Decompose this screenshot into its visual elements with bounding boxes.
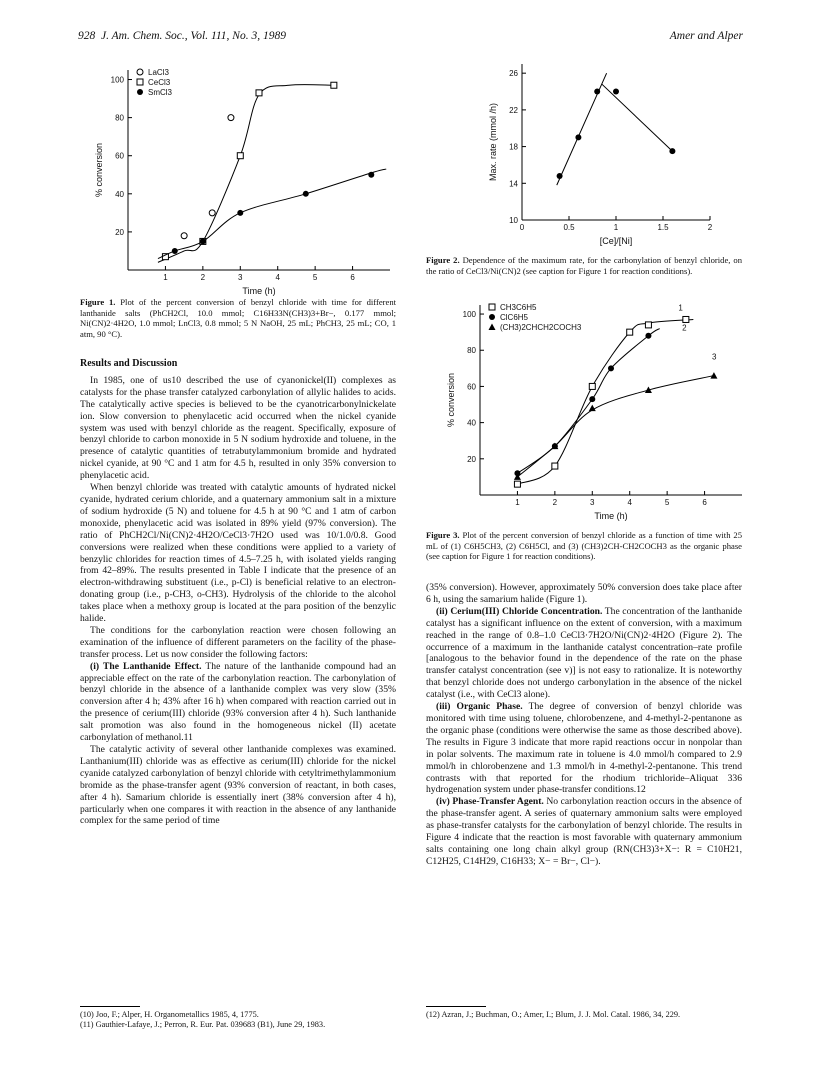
y-tick-label: 18	[509, 142, 518, 152]
y-tick-label: 10	[509, 216, 518, 225]
data-point	[228, 115, 234, 121]
paragraph-text: The degree of conversion of benzyl chloride was monitored with time using toluene, chlorobenzene, and 4-methyl-2-pentanone as the organic phase (conditions were otherwise the same as those described above). The results in Figure 3 indicate that more rapid reactions occur in nonpolar than in polar solvents. The maximum rate in toluene is 4.0 mmol/h compared to 2.9 mmol/h in chlorobenzene and 1.3 mmol/h in 4-methyl-2-pentanone. This trend contrasts with that reported for the rhodium trichloride–Aliquat 336 hydrogenation system under phase-transfer conditions.12	[426, 701, 743, 796]
series-1	[557, 73, 676, 185]
footnotes-right	[426, 1010, 742, 1020]
body-paragraph	[426, 582, 742, 606]
paragraph-text: No carbonylation reaction occurs in the absence of the phase-transfer agent. A series of quaternary ammonium salts were employed as phase-transfer catalysts for the carbonylation of benzyl chloride. The results in Figure 4 indicate that the reaction is most favorable with quaternary ammonium salts containing one long chain alkyl group (RN(CH3)3+X−: R = C10H21, C12H25, C14H29, C16H33; X− = Br−, Cl−).	[426, 796, 742, 867]
body-paragraph	[80, 661, 396, 744]
series-3	[514, 372, 718, 480]
data-point	[669, 148, 675, 154]
y-tick-label: 40	[115, 189, 124, 199]
series-2	[514, 329, 659, 477]
legend-entry: CeCl3	[148, 78, 171, 87]
header-authors: Amer and Alper	[669, 30, 743, 42]
journal-citation: J. Am. Chem. Soc., Vol. 111, No. 3, 1989	[101, 30, 286, 42]
footnote-11: (11) Gauthier-Lafaye, J.; Perron, R. Eur. Pat. 039683 (B1), June 29, 1983.	[80, 1020, 326, 1030]
figure-3-chart	[432, 295, 742, 528]
body-paragraph	[426, 796, 742, 867]
curve-label: 3	[712, 352, 717, 362]
right-text-column	[426, 582, 742, 868]
legend-entry: SmCl3	[148, 88, 173, 97]
x-tick-label: 2	[707, 223, 713, 232]
paragraph-text: In 1985, one of us10 described the use of cyanonickel(II) complexes as catalysts for the phase transfer catalyzed carbonylation of allylic halides to acids. The catalytically active species is believed to be the cyanotricarbonylnickelate ion. Slow conversion to phenylacetic acid occurred when the nickel cyanide system was used with benzyl chloride as the reagent. Specifically, exposure of benzyl chloride to carbon monoxide in 5 N sodium hydroxide and toluene, in the presence of catalytic quantities of tetrabutylammonium bromide and hydrated nickel cyanide, at 90 °C and 1 atm for 4.5 h, resulted in only 35% conversion to phenylacetic acid.	[80, 374, 396, 482]
series-1	[514, 316, 693, 487]
data-point	[137, 89, 143, 95]
figure-1-chart	[80, 58, 400, 298]
paragraph-text: The conditions for the carbonylation reaction were chosen following an examination of the influence of different parameters on the facility of the phase-transfer process. Let us now consider the following factors:	[80, 624, 396, 660]
legend-entry: ClC6H5	[500, 313, 529, 322]
y-tick-label: 60	[115, 151, 124, 161]
figure-1-caption	[80, 297, 396, 339]
x-axis-label: Time (h)	[242, 286, 276, 296]
data-point	[552, 463, 558, 469]
x-tick-label: 1	[163, 273, 168, 282]
series-curve	[517, 329, 659, 474]
series-curve	[517, 376, 714, 477]
data-point	[256, 90, 262, 96]
data-point	[489, 324, 496, 331]
body-paragraph	[80, 625, 396, 661]
y-tick-label: 14	[509, 179, 518, 189]
data-point	[237, 210, 243, 216]
y-tick-label: 80	[467, 346, 476, 356]
x-tick-label: 3	[238, 273, 243, 282]
x-tick-label: 2	[552, 498, 558, 507]
footnotes-left	[80, 1010, 396, 1031]
figure-1-caption-label: Figure 1.	[80, 297, 116, 307]
y-tick-label: 100	[462, 310, 476, 320]
data-point	[137, 79, 143, 85]
data-point	[181, 233, 187, 239]
series-curve	[517, 319, 693, 484]
x-tick-label: 5	[312, 273, 318, 282]
body-paragraph	[426, 701, 742, 796]
x-tick-label: 5	[664, 498, 670, 507]
y-axis-label: % conversion	[94, 142, 104, 198]
data-point	[589, 383, 595, 389]
x-tick-label: 0.5	[563, 223, 575, 232]
data-point	[331, 82, 337, 88]
figure-3-legend	[489, 303, 582, 332]
paragraph-lead: (i) The Lanthanide Effect.	[90, 660, 202, 672]
x-tick-label: 6	[702, 498, 707, 507]
x-tick-label: 0	[519, 223, 525, 232]
section-heading: Results and Discussion	[80, 358, 178, 369]
legend-entry: CH3C6H5	[500, 303, 537, 312]
data-point	[200, 238, 206, 244]
data-point	[209, 210, 215, 216]
footnote-rule-left	[80, 1006, 140, 1007]
figure-1-legend	[137, 68, 173, 97]
footnote-rule-right	[426, 1006, 486, 1007]
figure-2-caption-label: Figure 2.	[426, 255, 460, 265]
data-point	[489, 314, 495, 320]
data-point	[489, 304, 495, 310]
figure-1-caption-text: Plot of the percent conversion of benzyl chloride with time for different lanthanide salts (PhCH2Cl, 10.0 mmol; C16H33N(CH3)3+Br−, 0.177 mmol; Ni(CN)2·4H2O, 1.0 mmol; LnCl3, 0.8 mmol; 5 N NaOH, 25 mL; PhCH3, 25 mL; CO, 1 atm, 90 °C).	[80, 297, 397, 339]
y-tick-label: 20	[467, 454, 476, 464]
legend-entry: LaCl3	[148, 68, 169, 77]
figure-2-caption-text: Dependence of the maximum rate, for the carbonylation of benzyl chloride, on the ratio of CeCl3/Ni(CN)2 (see caption for Figure 1 for reaction conditions).	[426, 255, 743, 276]
x-tick-label: 1	[613, 223, 619, 232]
x-tick-label: 1	[515, 498, 520, 507]
curve-label: 2	[682, 323, 687, 333]
paragraph-lead: (iii) Organic Phase.	[436, 701, 523, 713]
figure-3-caption-text: Plot of the percent conversion of benzyl chloride as a function of time with 25 mL of (1) C6H5CH3, (2) C6H5Cl, and (3) (CH3)2CH-CH2COCH3 as the organic phase (see caption for Figure 1 for reaction conditions).	[426, 530, 743, 561]
data-point	[575, 134, 581, 140]
paragraph-text: The concentration of the lanthanide catalyst has a significant influence on the extent of conversion, with a maximum reached in the range of 0.8–1.0 CeCl3·7H2O/Ni(CN)2·4H2O (Figure 2). The occurrence of a maximum in the lanthanide catalyst concentration–rate profile [analogous to the behavior found in the dependence of the rate on the phase transfer catalyst concentration (see v)] is not easy to rationalize. It is noteworthy that benzyl chloride does not undergo carbonylation in the absence of the nickel catalyst (i.e., with CeCl3 alone).	[426, 605, 742, 701]
x-axis-label: Time (h)	[594, 511, 628, 521]
figure-2-chart	[478, 58, 748, 253]
paragraph-text: (35% conversion). However, approximately 50% conversion does take place after 6 h, using the samarium halide (Figure 1).	[426, 582, 742, 605]
legend-entry: (CH3)2CHCH2COCH3	[500, 323, 582, 332]
series-1	[181, 115, 234, 239]
y-axis-label: Max. rate (mmol /h)	[488, 102, 498, 182]
data-point	[645, 333, 651, 339]
y-tick-label: 20	[115, 227, 124, 237]
series-3	[158, 169, 386, 259]
data-point	[557, 173, 563, 179]
x-tick-label: 4	[275, 273, 280, 282]
x-tick-label: 2	[200, 273, 206, 282]
page-number: 928	[78, 30, 96, 42]
data-point	[137, 69, 143, 75]
data-point	[368, 172, 374, 178]
y-tick-label: 60	[467, 382, 476, 392]
body-paragraph	[80, 482, 396, 625]
y-tick-label: 22	[509, 105, 518, 115]
data-point	[710, 372, 717, 379]
y-tick-label: 100	[110, 75, 124, 85]
data-point	[514, 481, 520, 487]
figure-2-caption	[426, 255, 742, 276]
series-curve	[158, 169, 386, 259]
paragraph-text: When benzyl chloride was treated with catalytic amounts of hydrated nickel cyanide, hydrated cerium chloride, and a quaternary ammonium salt in a mixture of sodium hydroxide (5 N) and toluene for 4.5 h at 90 °C and 1 atm of carbon monoxide, phenylacetic acid was isolated in 89% yield (97% conversion). The ratio of PhCH2Cl/Ni(CN)2·4H2O/CeCl3·7H2O used was 10/1.0/0.8. Good conversions were realized when these conditions were applied to a variety of benzylic chlorides for reaction times of 4.5–7.25 h, with isolated yields ranging from 42–89%. The results presented in Table I indicate that the presence of an electron-withdrawing substituent (i.e., p-Cl) is beneficial relative to an electron-donating group (i.e., p-CH3, o-CH3). Hydrolysis of the chloride to the alcohol takes place when a methoxy group is located at the para position of the benzylic halide.	[80, 482, 396, 625]
data-point	[608, 365, 614, 371]
data-point	[172, 248, 178, 254]
data-point	[594, 89, 600, 95]
figure-3-caption	[426, 530, 742, 562]
paragraph-lead: (iv) Phase-Transfer Agent.	[436, 796, 544, 808]
paragraph-text: The catalytic activity of several other lanthanide complexes was examined. Lanthanium(III) chloride was as effective as cerium(III) chloride for the nickel cyanide catalyzed carbonylation of benzyl chloride with cetyltrimethylammonium bromide as the phase-transfer agent (93% conversion of reactant, in both cases, after 4 h). Samarium chloride is essentially inert (38% conversion after 4 h), particularly when one compares it with reaction in the absence of any lanthanide complex for the same period of time	[80, 744, 396, 827]
data-point	[645, 322, 651, 328]
data-point	[627, 329, 633, 335]
x-tick-label: 6	[350, 273, 355, 282]
y-tick-label: 80	[115, 113, 124, 123]
data-point	[303, 191, 309, 197]
body-paragraph	[80, 744, 396, 827]
paragraph-lead: (ii) Cerium(III) Chloride Concentration.	[436, 605, 603, 617]
x-tick-label: 4	[627, 498, 632, 507]
y-tick-label: 26	[509, 69, 518, 79]
left-text-column	[80, 350, 396, 827]
footnote-10: (10) Joo, F.; Alper, H. Organometallics 1985, 4, 1775.	[80, 1010, 259, 1019]
y-tick-label: 40	[467, 418, 476, 428]
data-point	[613, 89, 619, 95]
x-tick-label: 3	[590, 498, 595, 507]
data-point	[683, 316, 689, 322]
y-axis-label: % conversion	[446, 372, 456, 428]
body-paragraph	[426, 606, 742, 701]
footnote-12: (12) Azran, J.; Buchman, O.; Amer, I.; Blum, J. J. Mol. Catal. 1986, 34, 229.	[426, 1010, 681, 1019]
data-point	[589, 396, 595, 402]
running-header	[78, 30, 286, 42]
curve-label: 1	[678, 303, 683, 313]
figure-3-caption-label: Figure 3.	[426, 530, 460, 540]
paragraph-text: The nature of the lanthanide compound had an appreciable effect on the rate of the carbonylation reaction. The carbonylation of benzyl chloride in the absence of a lanthanide complex was very slow (35% conversion after 4 h; 43% after 16 h) when compared with reaction carried out in the presence of cerium(III) chloride (93% conversion after 4 h). Such lanthanide salt promotion was also found in the homogeneous nickel (II) acetate carbonylation of methanol.11	[80, 660, 397, 744]
x-axis-label: [Ce]/[Ni]	[599, 236, 633, 246]
data-point	[589, 405, 596, 412]
x-tick-label: 1.5	[657, 223, 669, 232]
body-paragraph	[80, 375, 396, 482]
data-point	[237, 153, 243, 159]
